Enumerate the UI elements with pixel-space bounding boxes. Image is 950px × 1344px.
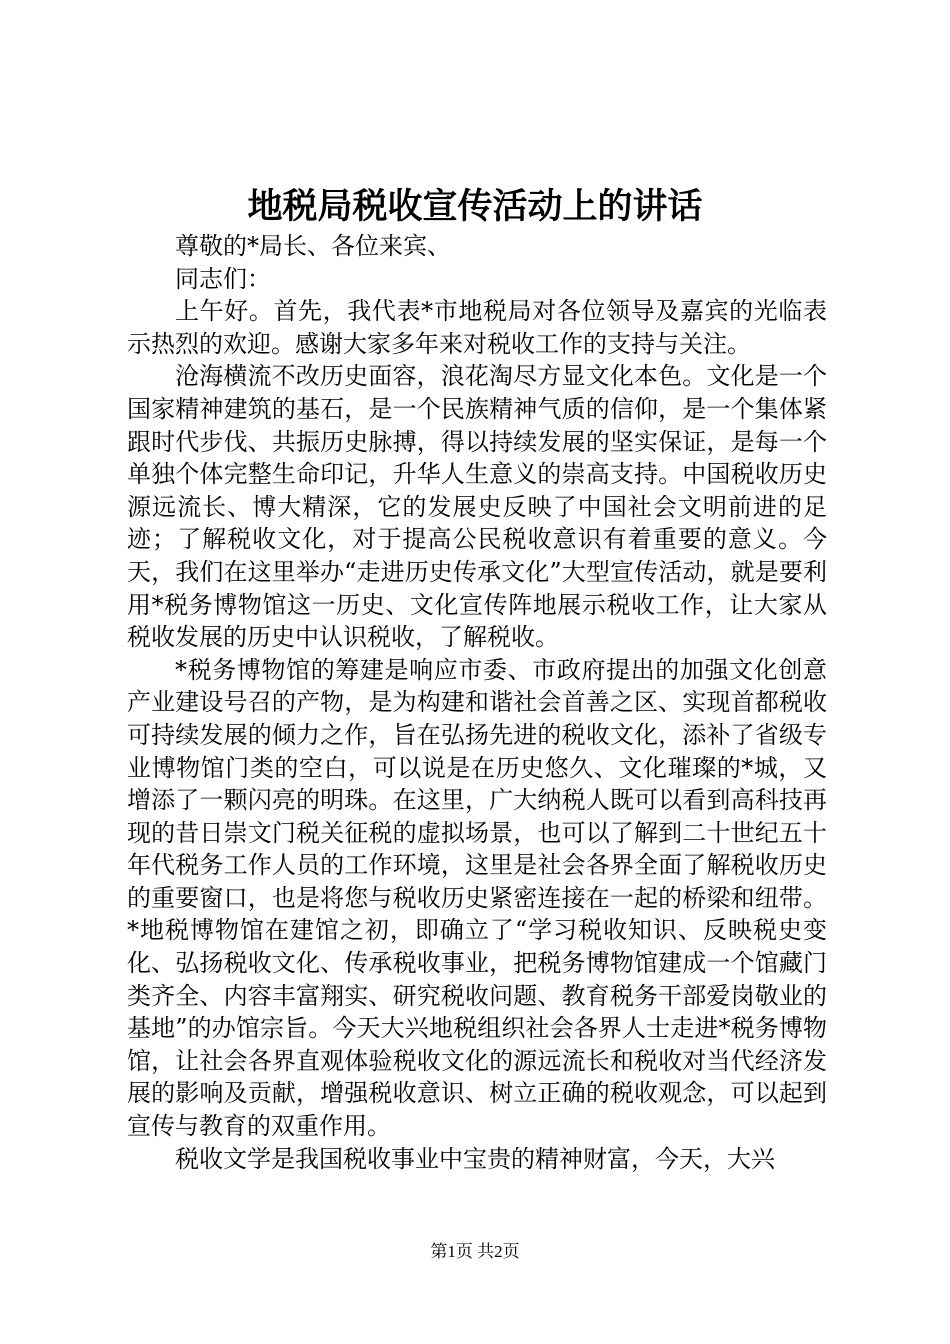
body-paragraph: 沧海横流不改历史面容，浪花淘尽方显文化本色。文化是一个国家精神建筑的基石，是一个民族精神气质的信仰，是一个集体紧跟时代步伐、共振历史脉搏，得以持续发展的坚实保证，是每一个单独个体完整生命印记，升华人生意义的崇高支持。中国税收历史源远流长、博大精深，它的发展史反映了中国社会文明前进的足迹；了解税收文化，对于提高公民税收意识有着重要的意义。今天，我们在这里举办“走进历史传承文化”大型宣传活动，就是要利用*税务博物馆这一历史、文化宣传阵地展示税收工作，让大家从税收发展的历史中认识税收，了解税收。 [127, 362, 827, 652]
document-title: 地税局税收宣传活动上的讲话 [247, 186, 703, 227]
salutation-line-1: 尊敬的*局长、各位来宾、 [175, 232, 451, 260]
page-number-footer: 第1页 共2页 [430, 1242, 520, 1261]
salutation-line-2: 同志们： [175, 264, 271, 293]
document-body [127, 230, 827, 1175]
body-paragraph: 税收文学是我国税收事业中宝贵的精神财富，今天，大兴 [175, 1144, 775, 1173]
body-paragraph: 上午好。首先，我代表*市地税局对各位领导及嘉宾的光临表示热烈的欢迎。感谢大家多年来对税收工作的支持与关注。 [127, 297, 827, 358]
body-paragraph: *税务博物馆的筹建是响应市委、市政府提出的加强文化创意产业建设号召的产物，是为构建和谐社会首善之区、实现首都税收可持续发展的倾力之作，旨在弘扬先进的税收文化，添补了省级专业博物馆门类的空白，可以说是在历史悠久、文化璀璨的*城，又增添了一颗闪亮的明珠。在这里，广大纳税人既可以看到高科技再现的昔日崇文门税关征税的虚拟场景，也可以了解到二十世纪五十年代税务工作人员的工作环境，这里是社会各界全面了解税收历史的重要窗口，也是将您与税收历史紧密连接在一起的桥梁和纽带。*地税博物馆在建馆之初，即确立了“学习税收知识、反映税史变化、弘扬税收文化、传承税收事业，把税务博物馆建成一个馆藏门类齐全、内容丰富翔实、研究税收问题、教育税务干部爱岗敬业的基地”的办馆宗旨。今天大兴地税组织社会各界人士走进*税务博物馆，让社会各界直观体验税收文化的源远流长和税收对当代经济发展的影响及贡献，增强税收意识、树立正确的税收观念，可以起到宣传与教育的双重作用。 [127, 655, 827, 1141]
